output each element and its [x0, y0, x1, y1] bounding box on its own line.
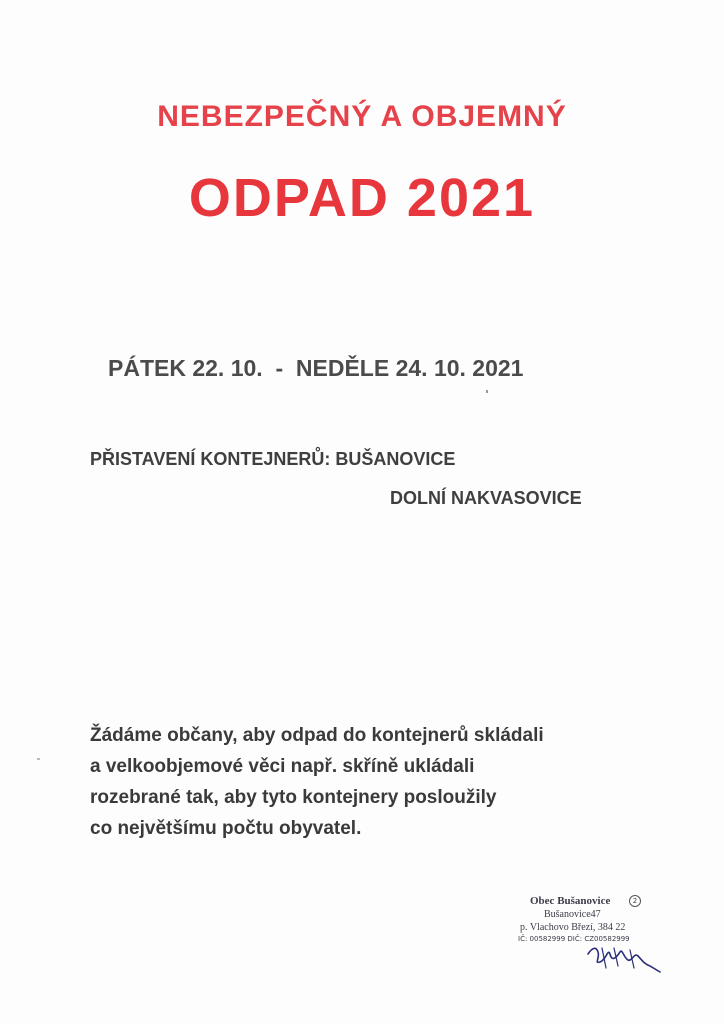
paragraph-line: rozebrané tak, aby tyto kontejnery posloužily — [90, 787, 497, 808]
container-location-secondary: DOLNÍ NAKVASOVICE — [390, 488, 582, 508]
signature-icon — [580, 918, 670, 978]
stamp-city: p. Vlachovo Březí, 384 22 — [520, 922, 626, 933]
paragraph-line: Žádáme občany, aby odpad do kontejnerů skládali — [90, 725, 544, 746]
date-range: PÁTEK 22. 10. - NEDĚLE 24. 10. 2021 — [108, 355, 524, 381]
stamp-municipality-name: Obec Bušanovice — [530, 895, 611, 907]
scan-speck — [486, 390, 488, 393]
title-line-2: ODPAD 2021 — [188, 168, 536, 228]
stamp-circle-mark: 2 — [629, 895, 641, 907]
notice-paragraph — [90, 720, 650, 844]
stamp-address: Bušanovice47 — [544, 909, 601, 920]
container-location-primary: PŘISTAVENÍ KONTEJNERŮ: BUŠANOVICE — [90, 449, 456, 469]
stamp-ids: IČ: 00582999 DIČ: CZ00582999 — [518, 935, 630, 943]
paragraph-line: a velkoobjemové věci např. skříně ukládali — [90, 756, 475, 777]
paragraph-line: co největšímu počtu obyvatel. — [90, 818, 362, 839]
scan-speck — [37, 758, 40, 760]
title-line-1: NEBEZPEČNÝ A OBJEMNÝ — [157, 100, 567, 133]
